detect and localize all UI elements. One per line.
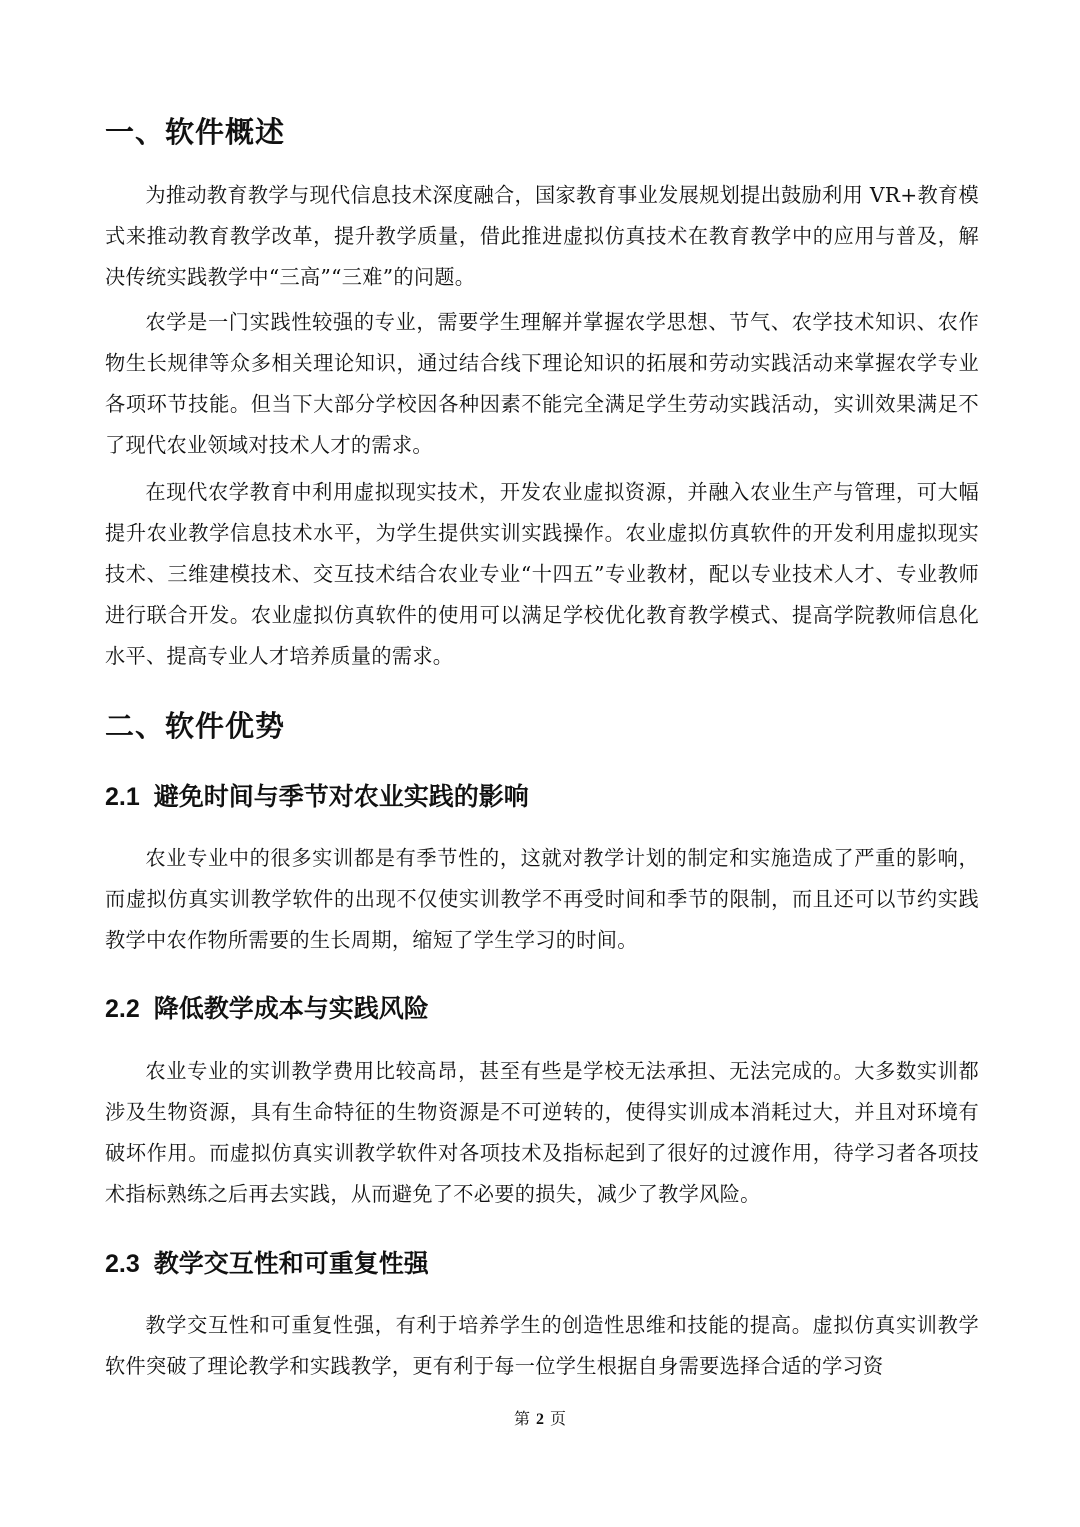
subsection-2-2-paragraph: 农业专业的实训教学费用比较高昂，甚至有些是学校无法承担、无法完成的。大多数实训都涉及生物资源，具有生命特征的生物资源是不可逆转的，使得实训成本消耗过大，并且对环境有破坏作用。而虚拟仿真实训教学软件对各项技术及指标起到了很好的过渡作用，待学习者各项技术指标熟练之后再去实践，从而避免了不必要的损失，减少了教学风险。: [105, 1059, 979, 1206]
subsection-2-2-number: 2.2: [105, 995, 140, 1023]
subsection-2-3-number: 2.3: [105, 1250, 140, 1278]
subsection-2-2-heading: [105, 991, 429, 1027]
subsection-2-1-title: 避免时间与季节对农业实践的影响: [153, 782, 529, 811]
section-1-heading: 一、软件概述: [105, 115, 286, 149]
page-footer: [0, 1408, 1080, 1431]
section-1-paragraph-2: 农学是一门实践性较强的专业，需要学生理解并掌握农学思想、节气、农学技术知识、农作物生长规律等众多相关理论知识，通过结合线下理论知识的拓展和劳动实践活动来掌握农学专业各项环节技能。但当下大部分学校因各种因素不能完全满足学生劳动实践活动，实训效果满足不了现代农业领域对技术人才的需求。: [105, 310, 979, 457]
subsection-2-1-heading: [105, 779, 529, 815]
subsection-2-2-title: 降低教学成本与实践风险: [153, 994, 429, 1023]
section-2-heading: 二、软件优势: [105, 709, 286, 743]
document-page: [105, 0, 979, 1527]
section-1-paragraph-3: 在现代农学教育中利用虚拟现实技术，开发农业虚拟资源，并融入农业生产与管理，可大幅提升农业教学信息技术水平，为学生提供实训实践操作。农业虚拟仿真软件的开发利用虚拟现实技术、三维建模技术、交互技术结合农业专业“十四五”专业教材，配以专业技术人才、专业教师进行联合开发。农业虚拟仿真软件的使用可以满足学校优化教育教学模式、提高学院教师信息化水平、提高专业人才培养质量的需求。: [105, 480, 979, 668]
footer-prefix: 第: [513, 1409, 530, 1428]
page-number: 2: [536, 1411, 544, 1428]
footer-suffix: 页: [550, 1409, 567, 1428]
subsection-2-1-paragraph: 农业专业中的很多实训都是有季节性的，这就对教学计划的制定和实施造成了严重的影响，而虚拟仿真实训教学软件的出现不仅使实训教学不再受时间和季节的限制，而且还可以节约实践教学中农作物所需要的生长周期，缩短了学生学习的时间。: [105, 846, 979, 952]
subsection-2-3-paragraph: 教学交互性和可重复性强，有利于培养学生的创造性思维和技能的提高。虚拟仿真实训教学软件突破了理论教学和实践教学，更有利于每一位学生根据自身需要选择合适的学习资: [105, 1313, 979, 1378]
section-1-paragraph-1: 为推动教育教学与现代信息技术深度融合，国家教育事业发展规划提出鼓励利用 VR+教育模式来推动教育教学改革，提升教学质量，借此推进虚拟仿真技术在教育教学中的应用与普及，解决传统实践教学中“三高”“三难”的问题。: [105, 183, 979, 289]
subsection-2-3-title: 教学交互性和可重复性强: [153, 1249, 429, 1278]
subsection-2-3-heading: [105, 1246, 429, 1282]
subsection-2-1-number: 2.1: [105, 783, 140, 811]
